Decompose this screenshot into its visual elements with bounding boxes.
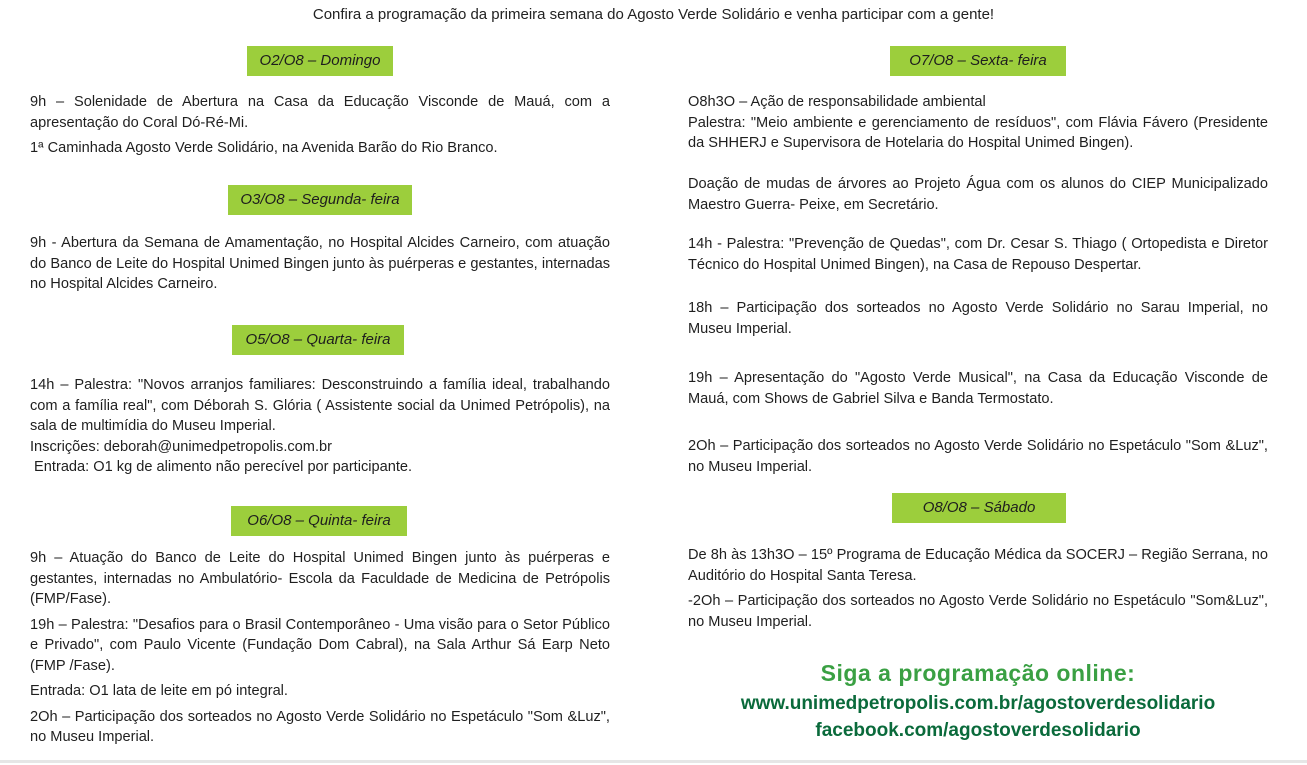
day-block-0608 bbox=[30, 548, 610, 748]
day-block-0708 bbox=[688, 92, 1268, 154]
day-block-0808 bbox=[688, 545, 1268, 632]
day-block-0208 bbox=[30, 92, 610, 159]
event-item: Doação de mudas de árvores ao Projeto Água com os alunos do CIEP Municipalizado Maestro Guerra- Peixe, em Secretário. bbox=[688, 176, 1268, 213]
online-programming-title: Siga a programação online: bbox=[820, 660, 1136, 686]
day-block-0708-p2 bbox=[688, 174, 1268, 215]
day-badge-0508: O5/O8 – Quarta- feira bbox=[232, 325, 404, 355]
day-badge-0208: O2/O8 – Domingo bbox=[247, 46, 393, 76]
event-item: 14h – Palestra: "Novos arranjos familiares: Desconstruindo a família ideal, trabalhando com a família real", com Déborah S. Glória ( Assistente social da Unimed Petrópolis), na sala de multimídia do Museu Imperial. bbox=[30, 377, 610, 434]
facebook-link[interactable]: facebook.com/agostoverdesolidario bbox=[815, 720, 1141, 741]
event-item: 2Oh – Participação dos sorteados no Agosto Verde Solidário no Espetáculo "Som &Luz", no Museu Imperial. bbox=[30, 708, 610, 745]
intro-text: Confira a programação da primeira semana do Agosto Verde Solidário e venha participar com a gente! bbox=[312, 6, 995, 23]
event-item: 9h – Solenidade de Abertura na Casa da Educação Visconde de Mauá, com a apresentação do Coral Dó-Ré-Mi. bbox=[30, 94, 610, 131]
website-link[interactable]: www.unimedpetropolis.com.br/agostoverdesolidario bbox=[740, 693, 1216, 714]
day-block-0708-p4 bbox=[688, 298, 1268, 339]
day-block-0508 bbox=[30, 375, 610, 478]
event-item: -2Oh – Participação dos sorteados no Agosto Verde Solidário no Espetáculo "Som&Luz", no Museu Imperial. bbox=[688, 593, 1268, 630]
day-badge-0808: O8/O8 – Sábado bbox=[892, 493, 1066, 523]
day-badge-0308: O3/O8 – Segunda- feira bbox=[228, 185, 412, 215]
bottom-divider bbox=[0, 760, 1307, 763]
event-item: 9h – Atuação do Banco de Leite do Hospital Unimed Bingen junto às puérperas e gestantes, internadas no Ambulatório- Escola da Faculdade de Medicina de Petrópolis (FMP/Fase). bbox=[30, 550, 610, 607]
day-block-0708-p6 bbox=[688, 436, 1268, 477]
event-item: Entrada: O1 lata de leite em pó integral. bbox=[30, 683, 288, 699]
event-item: 19h – Apresentação do "Agosto Verde Musical", na Casa da Educação Visconde de Mauá, com Shows de Gabriel Silva e Banda Termostato. bbox=[688, 370, 1268, 407]
event-email: Inscrições: deborah@unimedpetropolis.com.br bbox=[30, 438, 332, 455]
event-item: De 8h às 13h3O – 15º Programa de Educação Médica da SOCERJ – Região Serrana, no Auditório do Hospital Santa Teresa. bbox=[688, 547, 1268, 584]
day-block-0308 bbox=[30, 233, 610, 295]
day-badge-0608: O6/O8 – Quinta- feira bbox=[231, 506, 407, 536]
event-item: 14h - Palestra: "Prevenção de Quedas", com Dr. Cesar S. Thiago ( Ortopedista e Diretor Técnico do Hospital Unimed Bingen), na Casa de Repouso Despertar. bbox=[688, 236, 1268, 273]
event-item: 2Oh – Participação dos sorteados no Agosto Verde Solidário no Espetáculo "Som &Luz", no Museu Imperial. bbox=[688, 438, 1268, 475]
event-item: O8h3O – Ação de responsabilidade ambiental bbox=[688, 94, 986, 110]
event-item: Palestra: "Meio ambiente e gerenciamento de resíduos", com Flávia Fávero (Presidente da SHHERJ e Supervisora de Hotelaria do Hospital Unimed Bingen). bbox=[688, 114, 1268, 151]
event-item: 9h - Abertura da Semana de Amamentação, no Hospital Alcides Carneiro, com atuação do Banco de Leite do Hospital Unimed Bingen junto às puérperas e gestantes, internadas no Hospital Alcides Carneiro. bbox=[30, 235, 610, 292]
event-item: 1ª Caminhada Agosto Verde Solidário, na Avenida Barão do Rio Branco. bbox=[30, 140, 498, 156]
day-block-0708-p3 bbox=[688, 234, 1268, 275]
day-badge-0708: O7/O8 – Sexta- feira bbox=[890, 46, 1066, 76]
day-block-0708-p5 bbox=[688, 368, 1268, 409]
event-item: Entrada: O1 kg de alimento não perecível por participante. bbox=[30, 459, 413, 475]
event-item: 19h – Palestra: "Desafios para o Brasil Contemporâneo - Uma visão para o Setor Público e Privado", com Paulo Vicente (Fundação Dom Cabral), na Sala Arthur Sá Earp Neto (FMP /Fase). bbox=[30, 616, 610, 674]
event-item: 18h – Participação dos sorteados no Agosto Verde Solidário no Sarau Imperial, no Museu Imperial. bbox=[688, 300, 1268, 337]
